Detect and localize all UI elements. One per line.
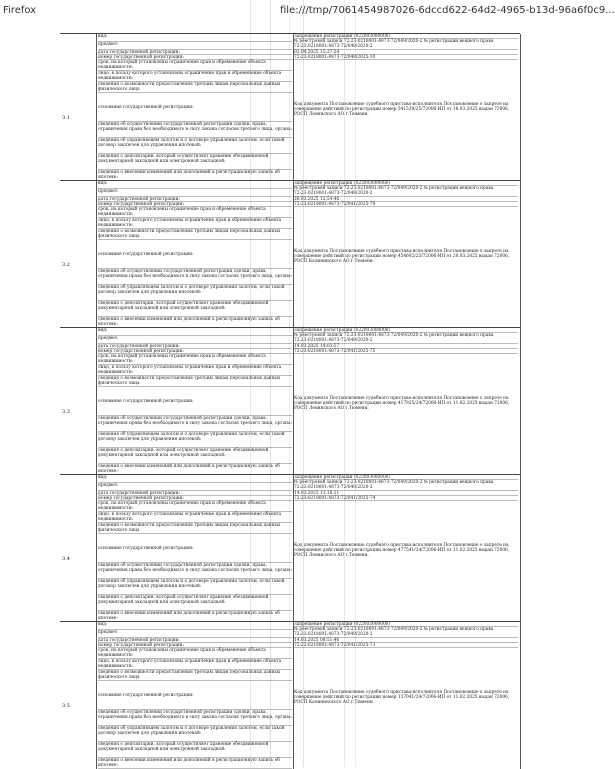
field-label-osnovanie: основание государственной регистрации: — [98, 534, 292, 563]
field-labels — [96, 475, 294, 622]
field-value-nomer-reg: 72:23:0218001:4873-72/041/2025-79 — [294, 202, 518, 207]
field-value-predmet: № реестровой записи 72:23:0218001:4873-72/049/2020-2 № регистрации вещного права 72:23:0218001:4873-72/049/2020-2 — [294, 627, 518, 638]
field-value-data-reg: 14.03.2025 08:51:46 — [294, 638, 518, 643]
field-label-osnovanie: основание государственной регистрации: — [98, 681, 292, 710]
section-number: 3.5 — [62, 703, 70, 709]
field-value-vid: Запрещение регистрации (022003000000) — [294, 622, 518, 627]
field-value-osnovanie: Код документа Постановление судебного пристава-исполнителя Постановление о запрете на совершение действий по регистрации номер 417925/24/72006-ИП от 11.02.2025 выдан 72006, РОСП Ленинского АО г.Тюмени. — [294, 396, 510, 412]
field-label-upravlyayushchem: сведения об управляющем залогом и о договоре управления залогом, если такой договор заключен для управления ипотекой: — [98, 285, 292, 301]
field-values — [292, 622, 521, 769]
field-label-soglasie: сведения об осуществлении государственной регистрации сделки, права, ограничения права без необходимого в силу закона согласия третьего лица, органа: — [98, 710, 292, 726]
field-label-data-reg: дата государственной регистрации: — [98, 344, 292, 349]
field-value-predmet: № реестровой записи 72:23:0218001:4873-72/049/2020-2 № регистрации вещного права 72:23:0218001:4873-72/049/2020-2 — [294, 186, 518, 197]
field-label-soglasie: сведения об осуществлении государственной регистрации сделки, права, ограничения права без необходимого в силу закона согласия третьего лица, органа: — [98, 563, 292, 579]
field-label-osnovanie: основание государственной регистрации: — [98, 387, 292, 416]
field-label-izmeneniya: сведения о внесении изменений или дополнений в регистрационную запись об ипотеке: — [98, 170, 292, 181]
field-label-srok: срок, на который установлены ограничение прав и обременение объекта недвижимости: — [98, 648, 292, 659]
field-label-predostavlenie: сведения о возможности предоставления третьим лицам персональных данных физического лица — [98, 670, 292, 681]
field-label-soglasie: сведения об осуществлении государственной регистрации сделки, права, ограничения права без необходимого в силу закона согласия третьего лица, органа: — [98, 269, 292, 285]
field-label-data-reg: дата государственной регистрации: — [98, 50, 292, 55]
field-label-izmeneniya: сведения о внесении изменений или дополнений в регистрационную запись об ипотеке: — [98, 611, 292, 622]
field-label-soglasie: сведения об осуществлении государственной регистрации сделки, права, ограничения права без необходимого в силу закона согласия третьего лица, органа: — [98, 122, 292, 138]
registration-section — [60, 474, 520, 622]
field-label-depozitarii: сведения о депозитарии, который осуществляет хранение обездвиженной документарной закладной или электронной закладной: — [98, 742, 292, 758]
field-value-vid: Запрещение регистрации (022003000000) — [294, 181, 518, 186]
field-label-izmeneniya: сведения о внесении изменений или дополнений в регистрационную запись об ипотеке: — [98, 317, 292, 328]
field-label-lico: лицо, в пользу которого установлены ограничение прав и обременение объекта недвижимости: — [98, 512, 292, 523]
field-value-nomer-reg: 72:23:0218001:4873-72/041/2025-73 — [294, 643, 518, 648]
field-labels — [96, 34, 294, 181]
field-label-vid: вид: — [98, 181, 292, 189]
field-value-nomer-reg: 72:23:0218001:4873-72/041/2025-75 — [294, 349, 518, 354]
field-label-predmet: предмет: — [98, 630, 292, 638]
registration-section — [60, 621, 520, 769]
field-labels — [96, 181, 294, 328]
field-label-srok: срок, на который установлены ограничение прав и обременение объекта недвижимости: — [98, 207, 292, 218]
section-number: 3.2 — [62, 262, 70, 268]
field-label-upravlyayushchem: сведения об управляющем залогом и о договоре управления залогом, если такой договор заключен для управления ипотекой: — [98, 579, 292, 595]
field-values — [292, 475, 521, 622]
section-number: 3.3 — [62, 409, 70, 415]
field-value-osnovanie: Код документа Постановление судебного пристава-исполнителя Постановление о запрете на совершение действий по регистрации номер 127041/24/72006-ИП от 11.02.2025 выдан 72006, РОСП Калининского АО г.Тюмени. — [294, 690, 510, 706]
field-value-vid: Запрещение регистрации (022003000000) — [294, 475, 518, 480]
browser-header — [0, 0, 615, 24]
field-label-nomer-reg: номер государственной регистрации: — [98, 643, 292, 648]
field-label-predostavlenie: сведения о возможности предоставления третьим лицам персональных данных физического лица — [98, 523, 292, 534]
scan-line — [344, 0, 345, 767]
field-label-upravlyayushchem: сведения об управляющем залогом и о договоре управления залогом, если такой договор заключен для управления ипотекой: — [98, 138, 292, 154]
field-label-data-reg: дата государственной регистрации: — [98, 197, 292, 202]
field-label-predostavlenie: сведения о возможности предоставления третьим лицам персональных данных физического лица — [98, 376, 292, 387]
field-label-osnovanie: основание государственной регистрации: — [98, 240, 292, 269]
field-label-depozitarii: сведения о депозитарии, который осуществляет хранение обездвиженной документарной закладной или электронной закладной: — [98, 448, 292, 464]
field-label-predmet: предмет: — [98, 42, 292, 50]
field-label-vid: вид: — [98, 475, 292, 483]
field-value-vid: Запрещение регистрации (022003000000) — [294, 34, 518, 39]
field-value-predmet: № реестровой записи 72:23:0218001:4873-72/049/2020-2 № регистрации вещного права 72:23:0218001:4873-72/049/2020-2 — [294, 480, 518, 491]
scan-line — [355, 0, 356, 767]
field-value-predmet: № реестровой записи 72:23:0218001:4873-72/049/2020-2 № регистрации вещного права 72:23:0218001:4873-72/049/2020-2 — [294, 333, 518, 344]
field-value-data-reg: 26.03.2025 12:54:46 — [294, 197, 518, 202]
field-label-soglasie: сведения об осуществлении государственной регистрации сделки, права, ограничения права без необходимого в силу закона согласия третьего лица, органа: — [98, 416, 292, 432]
field-label-nomer-reg: номер государственной регистрации: — [98, 349, 292, 354]
field-labels — [96, 328, 294, 475]
field-label-predostavlenie: сведения о возможности предоставления третьим лицам персональных данных физического лица — [98, 229, 292, 240]
scan-line — [289, 0, 290, 767]
field-label-osnovanie: основание государственной регистрации: — [98, 93, 292, 122]
field-label-lico: лицо, в пользу которого установлены ограничение прав и обременение объекта недвижимости: — [98, 365, 292, 376]
field-label-lico: лицо, в пользу которого установлены ограничение прав и обременение объекта недвижимости: — [98, 659, 292, 670]
field-label-srok: срок, на который установлены ограничение прав и обременение объекта недвижимости: — [98, 501, 292, 512]
field-labels — [96, 622, 294, 769]
field-label-upravlyayushchem: сведения об управляющем залогом и о договоре управления залогом, если такой договор заключен для управления ипотекой: — [98, 726, 292, 742]
field-value-data-reg: 14.03.2025 13:18:11 — [294, 491, 518, 496]
field-value-vid: Запрещение регистрации (022003000000) — [294, 328, 518, 333]
field-label-nomer-reg: номер государственной регистрации: — [98, 55, 292, 60]
field-label-vid: вид: — [98, 622, 292, 630]
field-label-nomer-reg: номер государственной регистрации: — [98, 496, 292, 501]
field-label-depozitarii: сведения о депозитарии, который осуществляет хранение обездвиженной документарной закладной или электронной закладной: — [98, 595, 292, 611]
field-values — [292, 34, 521, 181]
field-label-predostavlenie: сведения о возможности предоставления третьим лицам персональных данных физического лица — [98, 82, 292, 93]
field-values — [292, 328, 521, 475]
field-label-srok: срок, на который установлены ограничение прав и обременение объекта недвижимости: — [98, 60, 292, 71]
field-value-osnovanie: Код документа Постановление судебного пристава-исполнителя Постановление о запрете на совершение действий по регистрации номер 541539/25/72006-ИП от 18.03.2025 выдан 72006, РОСП Ленинского АО г.Тюмени. — [294, 102, 510, 118]
field-value-predmet: № реестровой записи 72:23:0218001:4873-72/049/2020-2 № регистрации вещного права 72:23:0218001:4873-72/049/2020-2 — [294, 39, 518, 50]
field-value-data-reg: 02.04.2025 15:27:54 — [294, 50, 518, 55]
scan-line — [303, 0, 304, 767]
field-label-depozitarii: сведения о депозитарии, который осуществляет хранение обездвиженной документарной закладной или электронной закладной: — [98, 301, 292, 317]
section-number: 3.4 — [62, 556, 70, 562]
field-value-nomer-reg: 72:23:0218001:4873-72/041/2025-74 — [294, 496, 518, 501]
field-label-predmet: предмет: — [98, 483, 292, 491]
field-label-predmet: предмет: — [98, 189, 292, 197]
field-values — [292, 181, 521, 328]
section-number: 3.1 — [62, 115, 70, 121]
field-label-vid: вид: — [98, 328, 292, 336]
field-label-data-reg: дата государственной регистрации: — [98, 491, 292, 496]
field-label-nomer-reg: номер государственной регистрации: — [98, 202, 292, 207]
field-label-srok: срок, на который установлены ограничение прав и обременение объекта недвижимости: — [98, 354, 292, 365]
field-value-osnovanie: Код документа Постановление судебного пристава-исполнителя Постановление о запрете на совершение действий по регистрации номер 454602/25/72006-ИП от 20.03.2025 выдан 72006, РОСП Калининского АО г.Тюмени. — [294, 249, 510, 265]
field-label-lico: лицо, в пользу которого установлены ограничение прав и обременение объекта недвижимости: — [98, 218, 292, 229]
field-label-upravlyayushchem: сведения об управляющем залогом и о договоре управления залогом, если такой договор заключен для управления ипотекой: — [98, 432, 292, 448]
registration-section — [60, 33, 520, 181]
document-body — [60, 33, 520, 769]
app-title: Firefox — [3, 5, 37, 16]
field-label-lico: лицо, в пользу которого установлены ограничение прав и обременение объекта недвижимости: — [98, 71, 292, 82]
registration-section — [60, 180, 520, 328]
field-value-nomer-reg: 72:23:0218001:4873-72/049/2025-10 — [294, 55, 518, 60]
registration-section — [60, 327, 520, 475]
field-label-izmeneniya: сведения о внесении изменений или дополнений в регистрационную запись об ипотеке: — [98, 464, 292, 475]
field-label-vid: вид: — [98, 34, 292, 42]
field-label-predmet: предмет: — [98, 336, 292, 344]
scan-line — [270, 0, 271, 767]
field-label-depozitarii: сведения о депозитарии, который осуществляет хранение обездвиженной документарной закладной или электронной закладной: — [98, 154, 292, 170]
field-value-data-reg: 14.03.2025 14:03:57 — [294, 344, 518, 349]
url-path[interactable]: file:///tmp/7061454987026-6dccd622-64d2-4965-b13d-96a6f0c9... — [280, 5, 615, 16]
field-label-izmeneniya: сведения о внесении изменений или дополнений в регистрационную запись об ипотеке: — [98, 758, 292, 769]
field-label-data-reg: дата государственной регистрации: — [98, 638, 292, 643]
scan-line — [250, 0, 251, 767]
field-value-osnovanie: Код документа Постановление судебного пристава-исполнителя Постановление о запрете на совершение действий по регистрации номер 477541/24/72006-ИП от 11.02.2025 выдан 72006, РОСП Ленинского АО г.Тюмени. — [294, 543, 510, 559]
